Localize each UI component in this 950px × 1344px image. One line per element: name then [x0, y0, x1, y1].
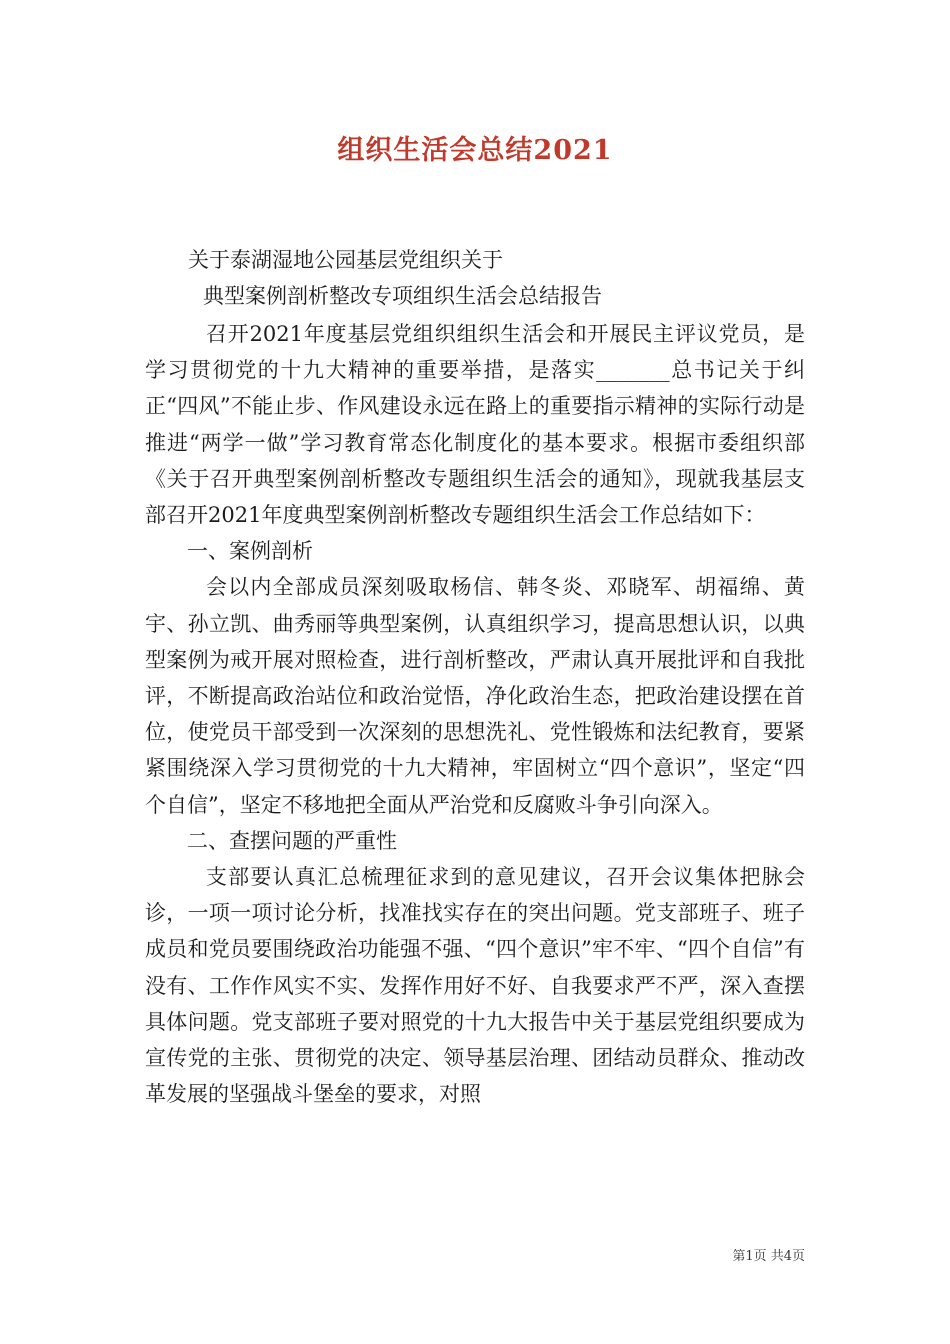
document-body — [145, 316, 805, 1112]
problem-severity-paragraph: 支部要认真汇总梳理征求到的意见建议，召开会议集体把脉会诊，一项一项讨论分析，找准找实存在的突出问题。党支部班子、班子成员和党员要围绕政治功能强不强、“四个意识”牢不牢、“四个自信”有没有、工作作风实不实、发挥作用好不好、自我要求严不严，深入查摆具体问题。党支部班子要对照党的十九大报告中关于基层党组织要成为宣传党的主张、贯彻党的决定、领导基层治理、团结动员群众、推动改革发展的坚强战斗堡垒的要求，对照 — [145, 865, 805, 1107]
document-title: 组织生活会总结2021 — [337, 135, 613, 166]
report-heading-line-2: 典型案例剖析整改专项组织生活会总结报告 — [203, 284, 602, 308]
report-heading-line-1: 关于泰湖湿地公园基层党组织关于 — [188, 248, 503, 272]
section-heading-case-analysis: 一、案例剖析 — [187, 539, 313, 564]
section-heading-problem-severity: 二、查摆问题的严重性 — [187, 828, 397, 853]
intro-paragraph: 召开2021年度基层党组织组织生活会和开展民主评议党员，是学习贯彻党的十九大精神的重要举措，是落实_______总书记关于纠正“四风”不能止步、作风建设永远在路上的重要指示精神的实际行动是推进“两学一做”学习教育常态化制度化的基本要求。根据市委组织部《关于召开典型案例剖析整改专题组织生活会的通知》，现就我基层支部召开2021年度典型案例剖析整改专题组织生活会工作总结如下： — [145, 322, 805, 528]
case-analysis-paragraph: 会以内全部成员深刻吸取杨信、韩冬炎、邓晓军、胡福绵、黄宇、孙立凯、曲秀丽等典型案例，认真组织学习，提高思想认识，以典型案例为戒开展对照检查，进行剖析整改，严肃认真开展批评和自我批评，不断提高政治站位和政治觉悟，净化政治生态，把政治建设摆在首位，使党员干部受到一次深刻的思想洗礼、党性锻炼和法纪教育，要紧紧围绕深入学习贯彻党的十九大精神，牢固树立“四个意识”，坚定“四个自信”，坚定不移地把全面从严治党和反腐败斗争引向深入。 — [145, 575, 805, 817]
page-number-footer: 第1页 共4页 — [732, 1249, 805, 1264]
